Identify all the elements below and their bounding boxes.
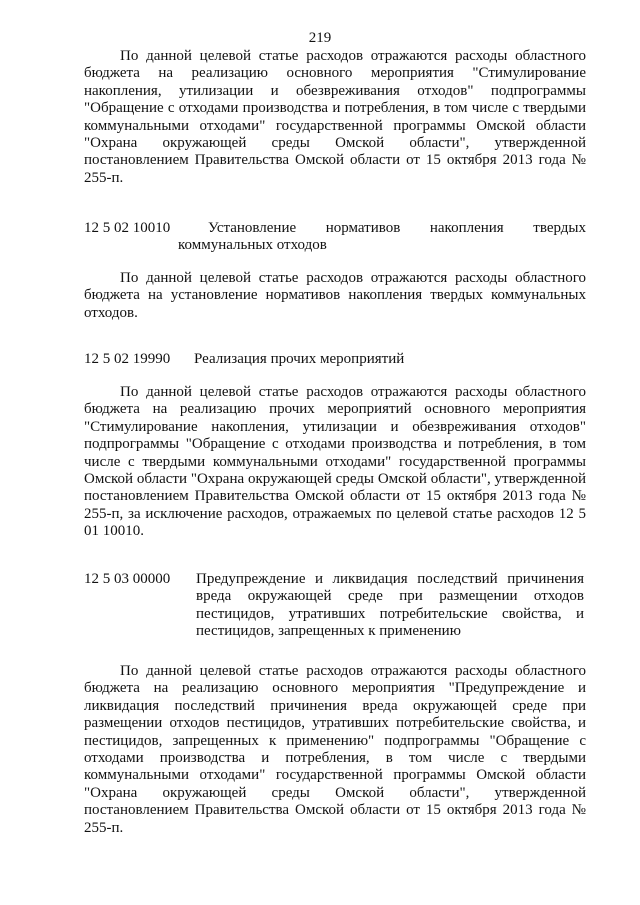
heading-12-5-02-10010 — [84, 220, 586, 255]
paragraph-3: По данной целевой статье расходов отражаются расходы областного бюджета на реализацию прочих мероприятий основного мероприятия "Стимулирование накопления, утилизации и обезвреживания отходов" подпрограммы "Обращение с отходами производства и потребления, в том числе с твердыми коммунальными отходами" государственной программы Омской области "Охрана окружающей среды Омской области", утвержденной постановлением Правительства Омской области от 15 октября 2013 года № 255-п, за исключение расходов, отражаемых по целевой статье расходов 12 5 01 10010. — [84, 384, 586, 540]
paragraph-4: По данной целевой статье расходов отражаются расходы областного бюджета на реализацию основного мероприятия "Предупреждение и ликвидация последствий причинения вреда окружающей среде при размещении отходов пестицидов, утративших потребительские свойства, и пестицидов, запрещенных к применению" подпрограммы "Обращение с отходами производства и потребления, в том числе с твердыми коммунальными отходами" государственной программы Омской области "Охрана окружающей среды Омской области", утвержденной постановлением Правительства Омской области от 15 октября 2013 года № 255-п. — [84, 663, 586, 836]
paragraph-1: По данной целевой статье расходов отражаются расходы областного бюджета на реализацию основного мероприятия "Стимулирование накопления, утилизации и обезвреживания отходов" подпрограммы "Обращение с отходами производства и потребления, в том числе с твердыми коммунальными отходами" государственной программы Омской области "Охрана окружающей среды Омской области", утвержденной постановлением Правительства Омской области от 15 октября 2013 года № 255-п. — [84, 48, 586, 186]
heading-12-5-02-19990 — [84, 351, 586, 368]
heading-12-5-03-00000 — [84, 571, 586, 641]
page-number: 219 — [308, 30, 332, 46]
paragraph-2: По данной целевой статье расходов отражаются расходы областного бюджета на установление нормативов накопления твердых коммунальных отходов. — [84, 270, 586, 321]
heading-title: Установление нормативов накопления твердых коммунальных отходов — [178, 220, 586, 254]
budget-code: 12 5 02 19990 — [84, 351, 171, 367]
heading-title: Предупреждение и ликвидация последствий причинения вреда окружающей среде при размещении отходов пестицидов, утративших потребительские свойства, и пестицидов, запрещенных к применению — [196, 571, 584, 640]
heading-title: Реализация прочих мероприятий — [194, 351, 405, 367]
budget-code: 12 5 02 10010 — [84, 220, 171, 236]
budget-code: 12 5 03 00000 — [84, 571, 171, 587]
